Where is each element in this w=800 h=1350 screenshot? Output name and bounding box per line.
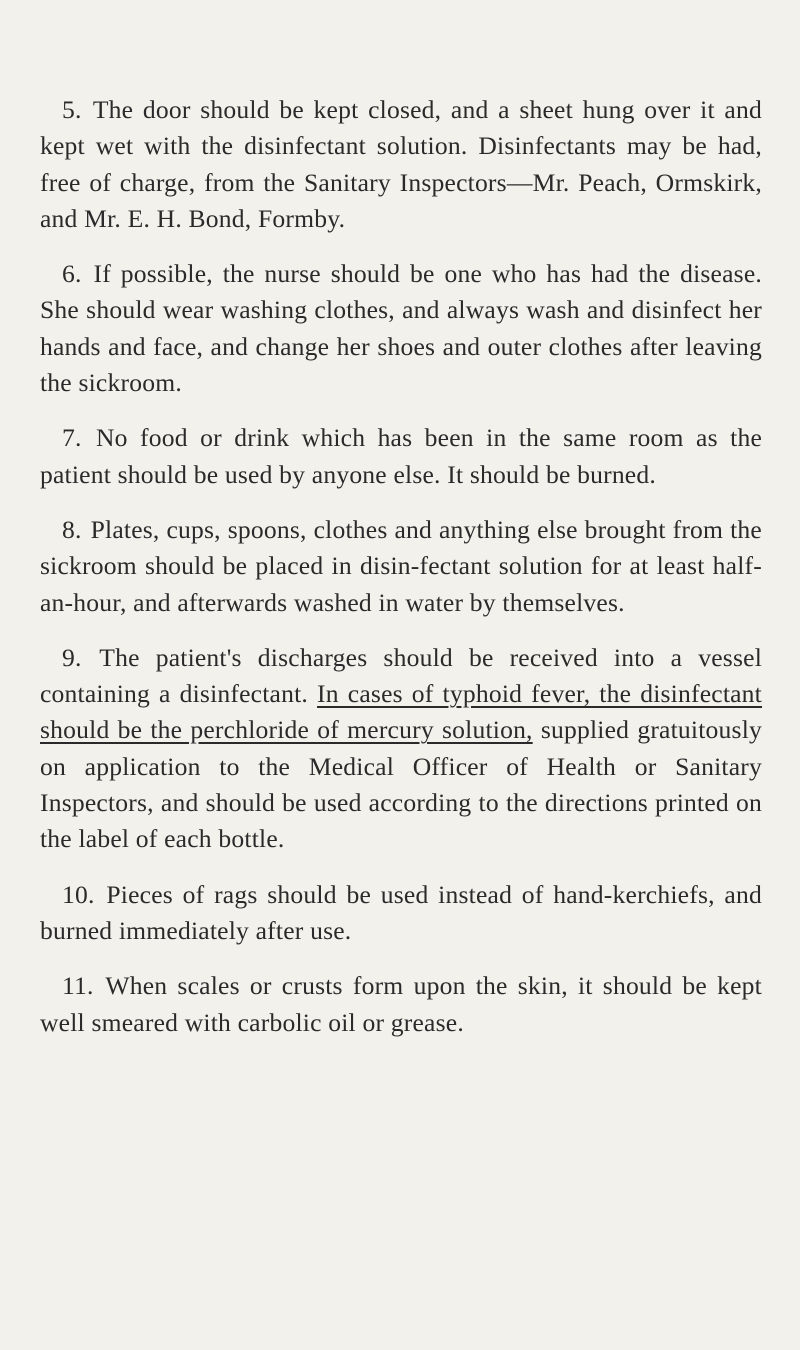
paragraph-9 — [40, 640, 762, 858]
paragraph-10 — [40, 877, 762, 950]
paragraph-text: The patient's discharges should be received into a vessel containing a disinfectant. — [40, 642, 762, 709]
paragraph-text: No food or drink which has been in the same room as the patient should be used by anyone else. It should be burned. — [40, 423, 763, 489]
paragraph-11 — [40, 968, 762, 1041]
paragraph-text-continued: supplied gratuitously on application to the Medical Officer of Health or Sanitary Inspectors, and should be used according to the directions printed on the label of each bottle. — [40, 715, 762, 854]
paragraph-7 — [40, 420, 762, 493]
document-page — [40, 92, 762, 1060]
paragraph-number: 8. — [62, 514, 82, 544]
paragraph-8 — [40, 512, 762, 621]
paragraph-number: 6. — [62, 259, 82, 289]
paragraph-text: If possible, the nurse should be one who has had the disease. She should wear washing clothes, and always wash and disinfect her hands and face, and change her shoes and outer clothes after leaving the sickroom. — [40, 259, 762, 398]
paragraph-number: 7. — [62, 423, 82, 453]
paragraph-number: 10. — [62, 879, 95, 909]
paragraph-6 — [40, 256, 762, 401]
paragraph-text: When scales or crusts form upon the skin, it should be kept well smeared with carbolic oil or grease. — [40, 971, 762, 1037]
paragraph-number: 5. — [62, 95, 82, 124]
paragraph-text: The door should be kept closed, and a sheet hung over it and kept wet with the disinfectant solution. Disinfectants may be had, free of charge, from the Sanitary Inspectors—Mr. Peach, Ormskirk, and Mr. E. H. Bond, Formby. — [40, 95, 762, 233]
underlined-instruction: In cases of typhoid fever, the disinfectant should be the perchloride of mercury solution, — [40, 679, 762, 745]
paragraph-text: Pieces of rags should be used instead of hand-kerchiefs, and burned immediately after use. — [40, 879, 762, 945]
paragraph-5 — [40, 92, 762, 237]
paragraph-number: 11. — [62, 971, 94, 1001]
paragraph-number: 9. — [62, 642, 82, 672]
paragraph-text: Plates, cups, spoons, clothes and anything else brought from the sickroom should be placed in disin-fectant solution for at least half-an-hour, and afterwards washed in water by themselves. — [40, 514, 762, 617]
